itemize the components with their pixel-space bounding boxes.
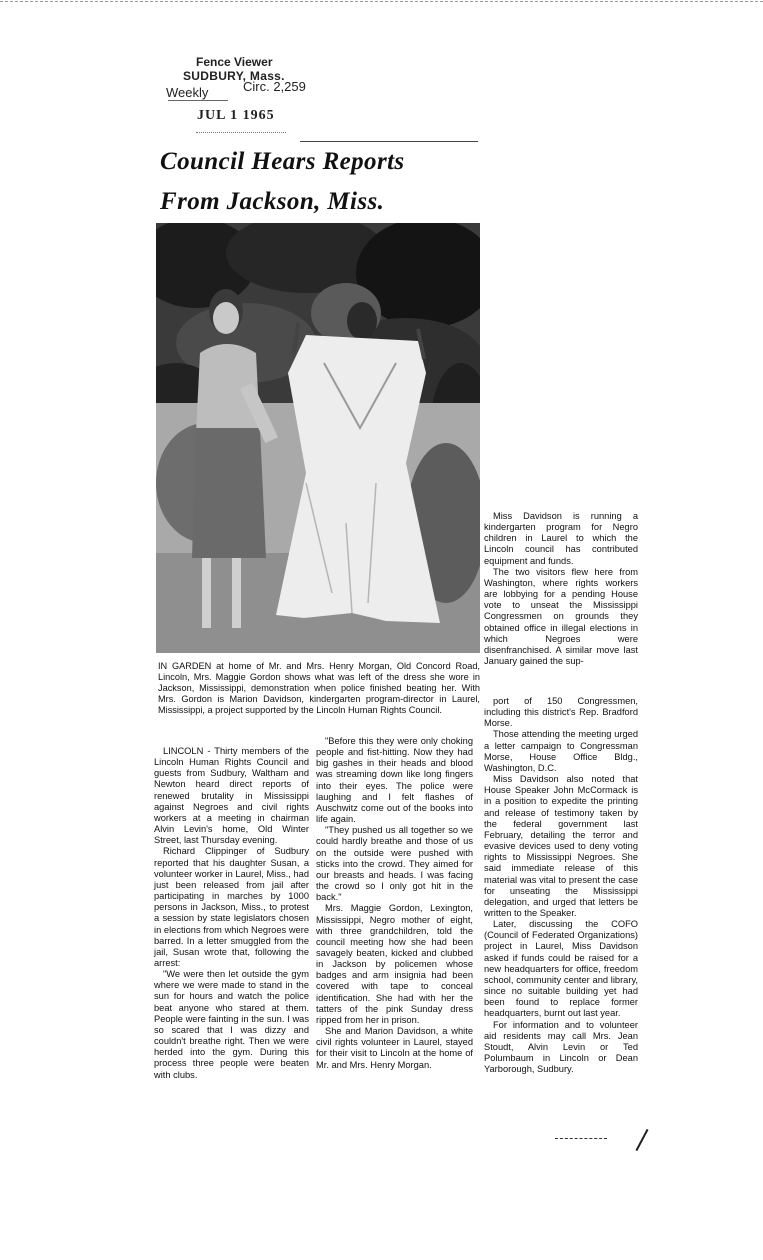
article-column-3-top — [484, 511, 638, 667]
photo-caption: IN GARDEN at home of Mr. and Mrs. Henry Morgan, Old Concord Road, Lincoln, Mrs. Maggie Gordon shows what was left of the dress she wore in Jackson, Mississippi, demonstration when police finished beating her. With Mrs. Gordon is Marion Davidson, kindergarten program-director in Laurel, Mississippi, a project supported by the Lincoln Human Rights Council. — [158, 661, 480, 715]
article-paragraph: "We were then let outside the gym where we were made to stand in the sun for hours and watch the police beat anyone who stared at them. People were fainting in the sun. I was so scared that I was dizzy and couldn't breathe right. Then we were herded into the gym. During this process three people were beaten with clubs. — [154, 969, 309, 1080]
headline-line-1: Council Hears Reports — [160, 148, 405, 175]
article-paragraph: Mrs. Maggie Gordon, Lexington, Mississippi, Negro mother of eight, with three grandchildren, told the council meeting how she had been savagely beaten, kicked and clubbed in Jackson by policemen whose badges and arm insignia had been covered with tape to conceal identification. She had with her the tatters of the pink Sunday dress ripped from her in prison. — [316, 903, 473, 1025]
article-paragraph: Those attending the meeting urged a letter campaign to Congressman Morse, House Office Bldg., Washington, D.C. — [484, 729, 638, 773]
article-paragraph: For information and to volunteer aid residents may call Mrs. Jean Stoudt, Alvin Levin or Ted Polumbaum in Lincoln or Dean Yarborough, Sudbury. — [484, 1019, 638, 1075]
photo — [156, 223, 480, 653]
article-paragraph: "Before this they were only choking people and fist-hitting. Now they had big gashes in their heads and blood was streaming down like long fingers into their eyes. The police were laughing and I felt flashes of Auschwitz come out of the books into life again. — [316, 736, 473, 825]
article-paragraph: port of 150 Congressmen, including this district's Rep. Bradford Morse. — [484, 696, 638, 729]
stamp-frequency: Weekly — [166, 85, 209, 100]
article-paragraph: She and Marion Davidson, a white civil rights volunteer in Laurel, stayed for their visit to Lincoln at the home of Mr. and Mrs. Henry Morgan. — [316, 1026, 473, 1070]
article-paragraph: Miss Davidson also noted that House Speaker John McCormack is in a position to expedite the printing and release of testimony taken by the federal government last February, detailing the terror and evasive devices used to deny voting rights to Mississippi Negroes. She said immediate release of this material was vital to present the case for unseating the Mississippi delegation, and urged that letters be written to the Speaker. — [484, 774, 638, 918]
article-paragraph: Miss Davidson is running a kindergarten program for Negro children in Laurel to which the Lincoln council has contributed equipment and funds. — [484, 511, 638, 566]
stamp-city: SUDBURY, Mass. — [183, 69, 285, 83]
article-paragraph: The two visitors flew here from Washington, where rights workers are lobbying for a pending House vote to unseat the Mississippi Congressmen on grounds they obtained office in illegal elections in which Negroes were disenfranchised. A similar move last January gained the sup- — [484, 566, 638, 667]
article-column-1 — [154, 746, 309, 1081]
article-paragraph: Later, discussing the COFO (Council of Federated Organizations) project in Laurel, Miss Davidson asked if funds could be raised for a new headquarters for office, freedom school, community center and library, since no suitable building yet had been found to replace former headquarters, burnt out last year. — [484, 919, 638, 1019]
article-paragraph: "They pushed us all together so we could hardly breathe and those of us on the outside were pushed with sticks into the crowd. They aimed for our breasts and heads. I was facing the crowd so I only got hit in the back." — [316, 825, 473, 903]
end-of-article-rule — [555, 1138, 607, 1139]
article-column-3-bottom — [484, 696, 638, 1075]
scan-top-border — [0, 1, 763, 2]
stamp-underline — [168, 100, 228, 101]
stamp-publication: Fence Viewer — [196, 55, 273, 69]
article-paragraph: Richard Clippinger of Sudbury reported that his daughter Susan, a volunteer worker in Laurel, Miss., had just been released from jail after participating in marches by 1000 persons in Jackson, Miss., to protest a session by state legislators chosen in elections from which Negroes were barred. In a letter smuggled from the jail, Susan wrote that, following the arrest: — [154, 846, 309, 968]
dotted-divider — [196, 132, 286, 133]
pen-mark — [635, 1129, 648, 1151]
article-column-2 — [316, 736, 473, 1071]
headline — [160, 142, 490, 222]
stamp-date: JUL 1 1965 — [197, 108, 275, 123]
article-paragraph: LINCOLN - Thirty members of the Lincoln Human Rights Council and guests from Sudbury, Waltham and Newton heard direct reports of renewed brutality in Mississippi against Negroes and civil rights workers at a meeting in chairman Alvin Levin's home, Old Winter Street, last Thursday evening. — [154, 746, 309, 846]
stamp-circulation: Circ. 2,259 — [243, 79, 306, 94]
headline-line-2: From Jackson, Miss. — [160, 188, 385, 215]
